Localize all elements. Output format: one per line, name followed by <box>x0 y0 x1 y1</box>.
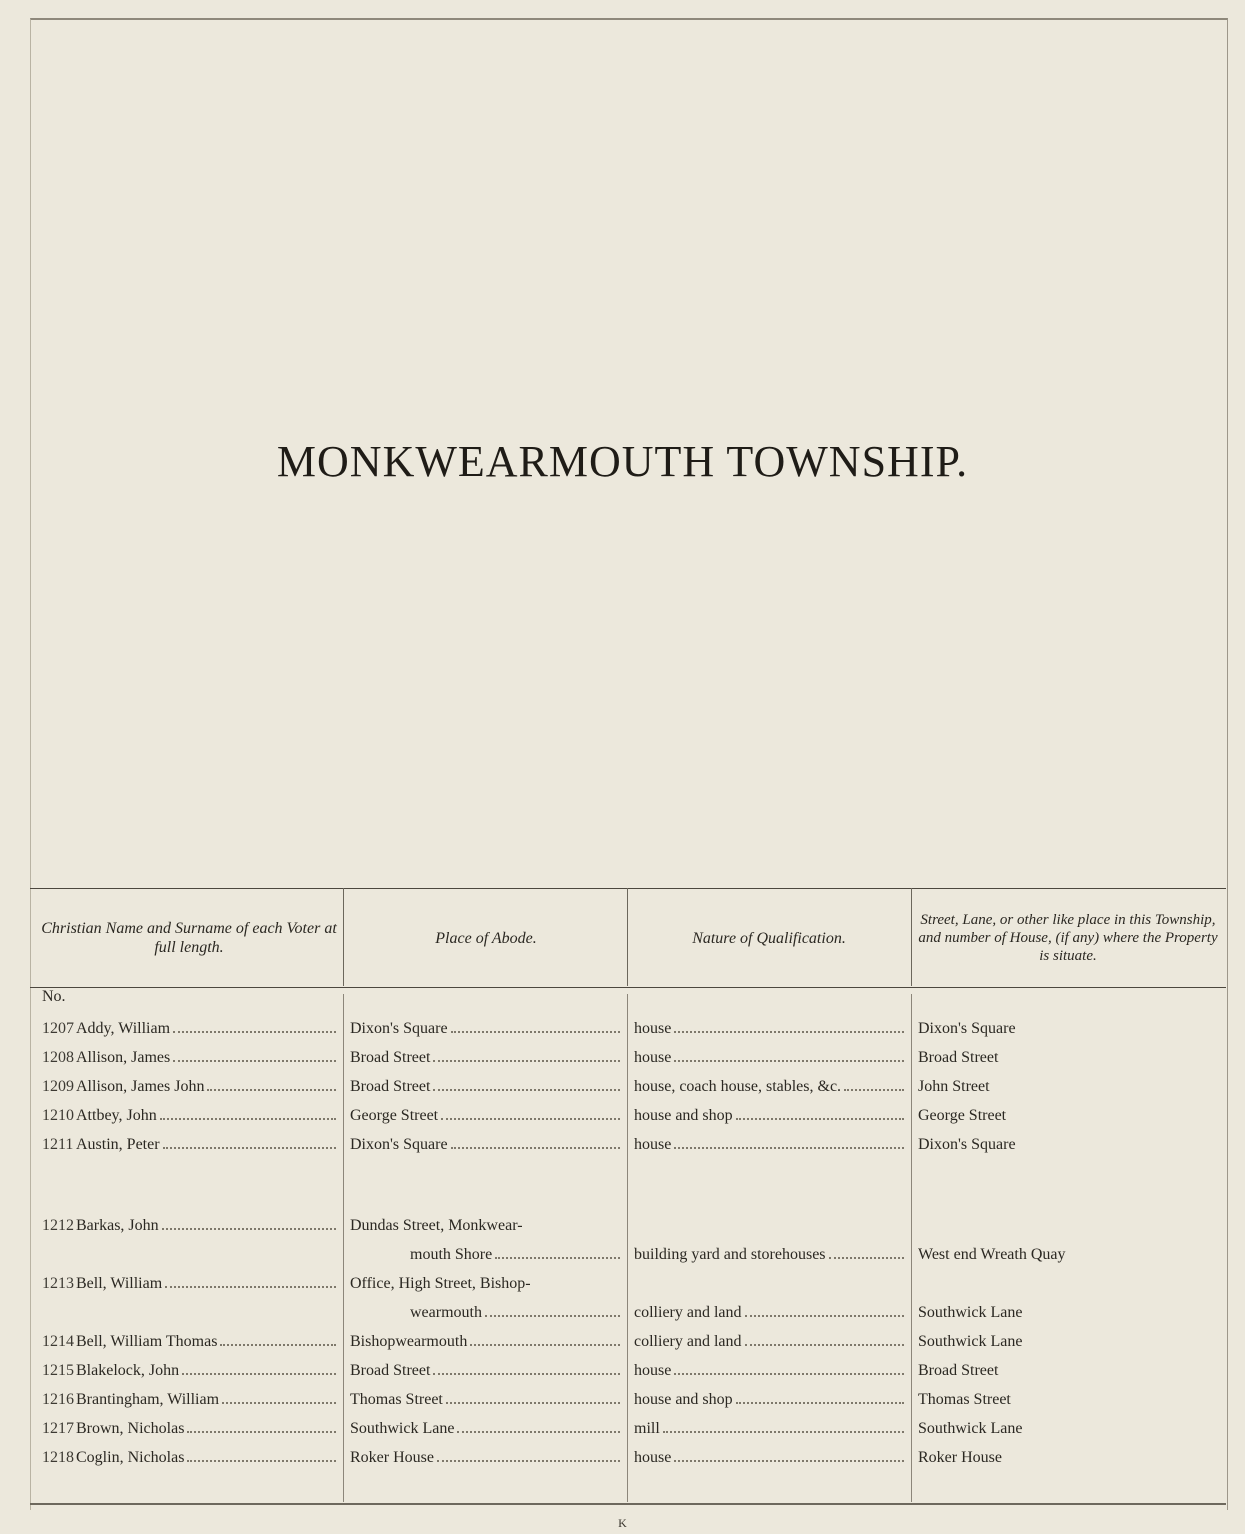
abode-text: George Street <box>350 1107 439 1124</box>
street-cell: Southwick Lane <box>918 1420 1023 1437</box>
header-divider <box>627 888 628 986</box>
leader-dots <box>451 1030 620 1033</box>
street-cell: John Street <box>918 1078 990 1095</box>
header-abode: Place of Abode. <box>435 929 537 947</box>
folio-mark: K <box>618 1516 627 1530</box>
voter-name-cell <box>42 1391 338 1409</box>
abode-text: Roker House <box>350 1449 434 1466</box>
street-cell: Roker House <box>918 1449 1002 1466</box>
voter-name-cell <box>42 1449 338 1467</box>
abode-text: wearmouth <box>410 1304 482 1321</box>
leader-dots <box>433 1088 620 1091</box>
leader-dots <box>220 1343 336 1346</box>
street-cell: George Street <box>918 1107 1007 1124</box>
qualification-text: mill <box>634 1420 660 1437</box>
header-divider <box>343 888 344 986</box>
abode-text: mouth Shore <box>410 1246 493 1263</box>
qualification-cell <box>634 1304 906 1322</box>
voter-name-cell <box>42 1362 338 1380</box>
voter-number: 1214 <box>42 1333 74 1350</box>
abode-cell <box>350 1107 622 1125</box>
leader-dots <box>736 1401 904 1404</box>
page-title: MONKWEARMOUTH TOWNSHIP. <box>276 437 969 486</box>
abode-text: Bishopwearmouth <box>350 1333 468 1350</box>
street-cell: Thomas Street <box>918 1391 1011 1408</box>
qualification-text: building yard and storehouses <box>634 1246 826 1263</box>
abode-cell <box>350 1136 622 1154</box>
abode-text: Broad Street <box>350 1049 431 1066</box>
leader-dots <box>433 1059 620 1062</box>
voter-name-cell <box>42 1107 338 1125</box>
leader-dots <box>222 1401 336 1404</box>
leader-dots <box>163 1146 336 1149</box>
voter-name: Brown, Nicholas <box>76 1420 185 1437</box>
qualification-cell <box>634 1107 906 1125</box>
leader-dots <box>437 1459 620 1462</box>
abode-cell <box>350 1391 622 1409</box>
abode-text: Southwick Lane <box>350 1420 455 1437</box>
voter-number: 1216 <box>42 1391 74 1408</box>
leader-dots <box>187 1430 336 1433</box>
qualification-text: house <box>634 1020 672 1037</box>
leader-dots <box>829 1256 904 1259</box>
abode-cell <box>410 1304 622 1322</box>
voter-number: 1213 <box>42 1275 74 1292</box>
voter-name: Coglin, Nicholas <box>76 1449 185 1466</box>
abode-text: Broad Street <box>350 1078 431 1095</box>
abode-cell <box>350 1449 622 1467</box>
qualification-cell <box>634 1078 906 1096</box>
leader-dots <box>663 1430 904 1433</box>
voter-name: Austin, Peter <box>76 1136 160 1153</box>
voter-name: Bell, William Thomas <box>76 1333 218 1350</box>
abode-cell <box>350 1275 622 1293</box>
leader-dots <box>207 1088 336 1091</box>
leader-dots <box>844 1088 904 1091</box>
qualification-cell <box>634 1246 906 1264</box>
qualification-text: house <box>634 1136 672 1153</box>
street-cell: Broad Street <box>918 1049 999 1066</box>
voter-name: Attbey, John <box>76 1107 157 1124</box>
abode-cell <box>350 1333 622 1351</box>
voter-name: Barkas, John <box>76 1217 159 1234</box>
voter-number: 1218 <box>42 1449 74 1466</box>
qualification-cell <box>634 1362 906 1380</box>
header-street: Street, Lane, or other like place in this Township, and number of House, (if any) where the Property is situate. <box>918 912 1218 964</box>
abode-cell <box>350 1420 622 1438</box>
abode-text: Broad Street <box>350 1362 431 1379</box>
leader-dots <box>674 1372 904 1375</box>
leader-dots <box>470 1343 620 1346</box>
leader-dots <box>433 1372 620 1375</box>
street-cell: Southwick Lane <box>918 1304 1023 1321</box>
header-name: Christian Name and Surname of each Voter at full length. <box>41 920 337 956</box>
qualification-cell <box>634 1049 906 1067</box>
leader-dots <box>674 1059 904 1062</box>
voter-name-cell <box>42 1275 338 1293</box>
leader-dots <box>173 1059 336 1062</box>
voter-name-cell <box>42 1049 338 1067</box>
leader-dots <box>495 1256 620 1259</box>
abode-cell <box>350 1020 622 1038</box>
qualification-cell <box>634 1333 906 1351</box>
abode-cell <box>410 1246 622 1264</box>
qualification-cell <box>634 1420 906 1438</box>
street-cell: Dixon's Square <box>918 1136 1016 1153</box>
leader-dots <box>187 1459 336 1462</box>
column-divider <box>343 994 344 1502</box>
leader-dots <box>457 1430 620 1433</box>
voter-name: Blakelock, John <box>76 1362 180 1379</box>
abode-text: Thomas Street <box>350 1391 443 1408</box>
abode-cell <box>350 1049 622 1067</box>
leader-dots <box>736 1117 904 1120</box>
number-column-label: No. <box>42 988 66 1005</box>
qualification-text: house <box>634 1449 672 1466</box>
voter-name: Allison, James John <box>76 1078 205 1095</box>
leader-dots <box>674 1459 904 1462</box>
voter-number: 1217 <box>42 1420 74 1437</box>
leader-dots <box>674 1030 904 1033</box>
voter-name-cell <box>42 1217 338 1235</box>
qualification-cell <box>634 1020 906 1038</box>
leader-dots <box>160 1117 336 1120</box>
street-cell: Broad Street <box>918 1362 999 1379</box>
leader-dots <box>745 1343 904 1346</box>
voter-name: Allison, James <box>76 1049 171 1066</box>
abode-text: Dixon's Square <box>350 1020 448 1037</box>
abode-text: Office, High Street, Bishop- <box>350 1275 531 1292</box>
voter-name: Addy, William <box>76 1020 171 1037</box>
qualification-cell <box>634 1136 906 1154</box>
voter-name-cell <box>42 1078 338 1096</box>
qualification-text: house, coach house, stables, &c. <box>634 1078 842 1095</box>
street-cell: West end Wreath Quay <box>918 1246 1066 1263</box>
street-cell: Dixon's Square <box>918 1020 1016 1037</box>
leader-dots <box>745 1314 904 1317</box>
qualification-cell <box>634 1391 906 1409</box>
voter-name-cell <box>42 1333 338 1351</box>
voter-number: 1212 <box>42 1217 74 1234</box>
voter-name-cell <box>42 1020 338 1038</box>
qualification-text: house and shop <box>634 1107 733 1124</box>
abode-cell <box>350 1217 622 1235</box>
leader-dots <box>446 1401 620 1404</box>
leader-dots <box>173 1030 336 1033</box>
leader-dots <box>674 1146 904 1149</box>
leader-dots <box>485 1314 620 1317</box>
abode-text: Dundas Street, Monkwear- <box>350 1217 523 1234</box>
voter-number: 1208 <box>42 1049 74 1066</box>
voter-number: 1211 <box>42 1136 74 1153</box>
voter-number: 1215 <box>42 1362 74 1379</box>
leader-dots <box>162 1227 336 1230</box>
voter-name-cell <box>42 1420 338 1438</box>
voter-number: 1207 <box>42 1020 74 1037</box>
voter-name-cell <box>42 1136 338 1154</box>
qualification-text: house and shop <box>634 1391 733 1408</box>
voter-number: 1209 <box>42 1078 74 1095</box>
column-divider <box>627 994 628 1502</box>
voter-register-table <box>30 888 1226 1466</box>
header-qualification: Nature of Qualification. <box>692 929 846 947</box>
table-header <box>30 888 1226 988</box>
qualification-text: colliery and land <box>634 1304 742 1321</box>
leader-dots <box>165 1285 336 1288</box>
abode-text: Dixon's Square <box>350 1136 448 1153</box>
abode-cell <box>350 1078 622 1096</box>
qualification-text: colliery and land <box>634 1333 742 1350</box>
leader-dots <box>441 1117 620 1120</box>
street-cell: Southwick Lane <box>918 1333 1023 1350</box>
abode-cell <box>350 1362 622 1380</box>
leader-dots <box>451 1146 620 1149</box>
qualification-text: house <box>634 1049 672 1066</box>
voter-number: 1210 <box>42 1107 74 1124</box>
column-divider <box>911 994 912 1502</box>
bottom-rule <box>30 1503 1226 1505</box>
qualification-cell <box>634 1449 906 1467</box>
qualification-text: house <box>634 1362 672 1379</box>
voter-name: Bell, William <box>76 1275 163 1292</box>
leader-dots <box>182 1372 336 1375</box>
header-divider <box>911 888 912 986</box>
voter-name: Brantingham, William <box>76 1391 220 1408</box>
